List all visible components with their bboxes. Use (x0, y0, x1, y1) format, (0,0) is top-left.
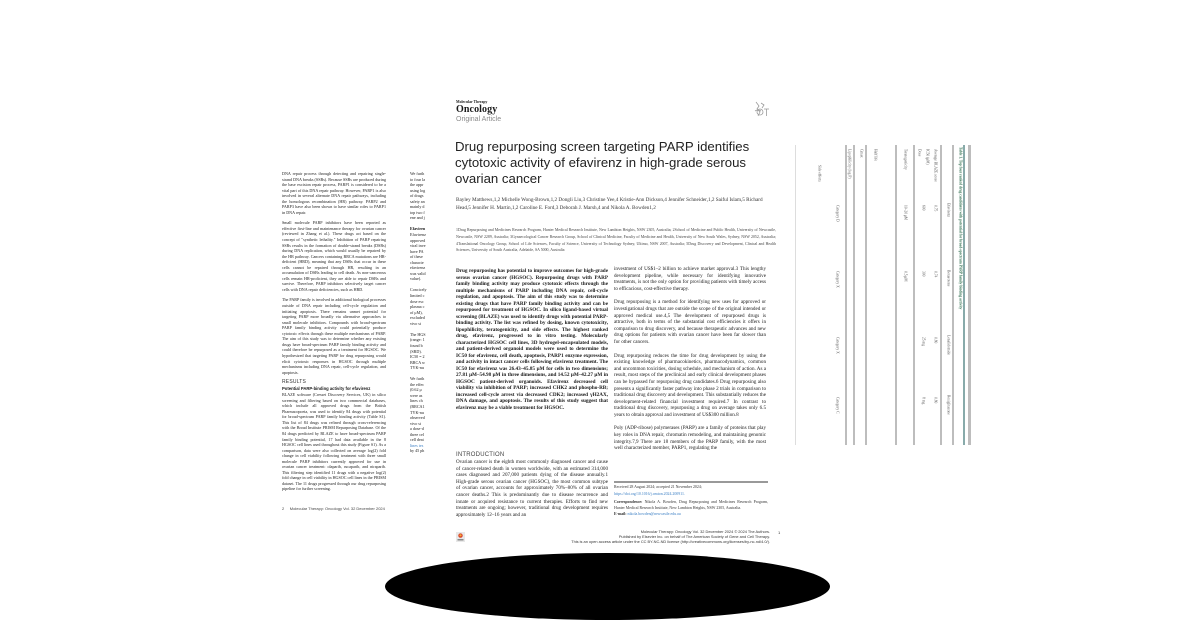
col2-line: to four la (410, 176, 426, 182)
col2-line: lines ch (410, 398, 423, 404)
col2-line: IC50 = 2 (410, 354, 425, 360)
table-cell: 10–20 μM (903, 205, 908, 221)
row-label: Average BLAZE score (933, 149, 938, 182)
body-paragraph: Drug repurposing is a method for identifying new uses for approved or investigational drugs that are outside the scope of the original intended or approved medical use.4,5 The development of repurposed drugs is attractive, both in terms of the substantial cost efficiencies it offers in comparison to drug discovery, and because therapeutic advances and new drug options for patients with ovarian cancer have been far slower than for other cancers. (614, 299, 766, 345)
col2-line: viral inve (410, 243, 426, 249)
col2-line: vivo st (410, 320, 422, 326)
col2-line: TYK-nu (410, 409, 424, 415)
col2-line: cell deat (410, 437, 424, 443)
body-paragraph: Drug repurposing reduces the time for drug development by using the existing knowledge of pharmacokinetics, pharmacodynamics, common and uncommon toxicities, dosing schedule, and mechanism of action. As a result, most steps of the preclinical and early clinical development phases can be bypassed for repurposing drug candidates.6 Drug repurposing also presents a significantly faster pathway into phase 2 trials in comparison to traditional drug discovery and development. This substantially reduces the development-related financial investment required.7 In contrast to traditional drug discovery, repurposing a drug on average takes only 6.5 years to obtain approval and investment of US$300 million.8 (614, 352, 766, 418)
introduction-body: Ovarian cancer is the eighth most commonly diagnosed cancer and cause of cancer-related death in women worldwide, with an estimated 314,000 cases diagnosed and 207,000 patients dying of the disease annually.1 High-grade serous ovarian cancer (HGSOC), the most common subtype of ovarian cancer, accounts for approximately 70%–80% of all ovarian cancer deaths.2 This is predominantly due to disease recurrence and innate or acquired resistance to current therapies. Efforts to find new treatments are ongoing; however, traditional drug development requires approximately 12–16 years and an (456, 459, 608, 518)
introduction-heading: INTRODUCTION (456, 452, 505, 458)
black-ellipse-overlay (385, 553, 830, 620)
col2-line: approved (410, 237, 426, 243)
table-rule (940, 145, 942, 445)
col2-line: limited c (410, 293, 425, 299)
table-cell: 0.80 (933, 397, 938, 404)
table-cell: 600 (921, 205, 926, 211)
footer-line: Published by Elsevier Inc. on behalf of The American Society of Gene and Cell Therapy. (618, 533, 770, 539)
col2-line: BRCA w (410, 359, 425, 365)
row-label: Lipophilicity (log P) (847, 149, 852, 179)
col2-line: found b (410, 342, 423, 348)
footnotes (614, 485, 768, 519)
table-rule (895, 145, 897, 445)
col2-line: were as (410, 392, 423, 398)
column-header: Efavirenz (946, 203, 951, 217)
column-header: Rosiglitazone (946, 395, 951, 415)
col2-line: characte (410, 259, 424, 265)
col2-line: (0.62 μ (410, 387, 422, 393)
article-title: Drug repurposing screen targeting PARP identifies cytotoxic activity of efavirenz in high-grade serous ovarian cancer (455, 139, 750, 186)
row-label: Half life (873, 149, 878, 162)
email-line (614, 512, 768, 518)
email-link[interactable]: nikola.bowden@newcastle.edu.au (627, 512, 681, 517)
col2-line: lines tes (410, 442, 424, 448)
elsevier-logo-icon (456, 529, 465, 539)
results-subheading: Potential PARP-binding activity for efavirenz (282, 386, 371, 392)
table-rule (853, 145, 855, 445)
col2-line: was valid (410, 270, 426, 276)
col2-line: the appr (410, 182, 424, 188)
table-cell: 0.74 (933, 271, 938, 278)
email-label: E-mail: (614, 512, 627, 517)
body-paragraph: Poly (ADP-ribose) polymerases (PARP) are a family of proteins that play key roles in DNA repair, chromatin remodeling, and maintaining genomic integrity.7,9 There are 18 members of the PARP family, with the most well characterized member, PARP1, regulating the (614, 425, 766, 452)
col2-line: plasma c (410, 304, 425, 310)
doi-link[interactable]: https://doi.org/10.1016/j.omton.2024.200911. (614, 491, 685, 496)
table-rule (913, 145, 915, 445)
col2-line: dose esc (410, 298, 424, 304)
col2-line: of μM), (410, 309, 423, 315)
col2-line: by 45 ph (410, 448, 425, 454)
col2-line: vivo st (410, 420, 422, 426)
results-paragraph: BLAZE software (Cresset Discovery Services, UK) in silico screening and filtering based on two commercial databases, which include all approved drugs from the British Pharmacopoeia, was used to identify 84 drugs with potential for broad-spectrum PARP family binding activity (Table S1). This list of 84 drugs was refined through cross-referencing with the Broad Institute PRISM Repurposing Database. Of the 84 drugs predicted by BLAZE to have broad-spectrum PARP family binding potential, 17 had data available in the 8 HGSOC cell lines used throughout this study (Figure S1). As a comparison, data were also collected on average log(2) fold change in cell viability following treatment with three small molecule PARP inhibitors currently approved for use in ovarian cancer treatment: olaparib, rucaparib, and niraparib. This filtering step identified 11 drugs with a negative log(2) fold change in cell viability in HGSOC cell lines in the PRISM dataset. The 11 drugs progressed through our drug repurposing pipeline for further screening. (282, 392, 386, 492)
table-cell: Category X (835, 271, 840, 288)
affiliations: 1Drug Repurposing and Medicines Research Program, Hunter Medical Research Institute, New Lambton Heights, NSW 2305, Australia; 2School of Medicine and Public Health, University of Newcastle, Newcastle, NSW 2289, Australia; 3Gynaecological Cancer Research Group, School of Clinical Medicine, Faculty of Medicine and Health, University of New South Wales, Sydney, NSW 2052, Australia; 4Translational Oncology Group, School of Life Sciences, Faculty of Science, University of Technology Sydney, Ultimo, NSW 2007, Australia; 5Drug Discovery and Development, Clinical and Health Sciences, University of South Australia, Adelaide, SA 5000, Australia (456, 228, 776, 253)
left-page-column-1 (282, 171, 386, 511)
col2-line: of drugs (410, 193, 424, 199)
footnote-divider (614, 481, 768, 483)
abstract: Drug repurposing has potential to improve outcomes for high-grade serous ovarian cancer (HGSOC). Repurposing drugs with PARP family binding activity may produce cytotoxic effects through the multiple mechanisms of PARP including DNA repair, cell-cycle regulation, and apoptosis. The aim of this study was to determine existing drugs that have PARP family binding activity and can be repurposed for treatment of HGSOC. In silico ligand-based virtual screening (BLAZE) was used to identify drugs with potential PARP-binding activity. The list was refined by dosing, known cytotoxicity, lipophilicity, teratogenicity, and side effects. The highest ranked drug, efavirenz, progressed to in vitro testing. Molecularly characterized HGSOC cell lines, 3D hydrogel-encapsulated models, and patient-derived organoid models were used to determine the IC50 for efavirenz, cell death, apoptosis, PARP1 enzyme expression, and activity in intact cancer cells following efavirenz treatment. The IC50 for efavirenz was 26.43–45.85 μM for cells in two dimensions; 27.81 μM–54.98 μM in three dimensions, and 14.52 μM–42.27 μM in HGSOC patient-derived organoids. Efavirenz decreased cell viability via inhibition of PARP; increased CHK2 and phospho-RB; increased cell-cycle arrest via decreased CDK2; increased γH2AX, DNA damage, and apoptosis. The results of this study suggest that efavirenz may be a viable treatment for HGSOC. (456, 268, 608, 411)
left-page-footer: 2 Molecular Therapy: Oncology Vol. 32 December 2024 (282, 505, 385, 511)
table-rule (952, 145, 954, 445)
col2-line: efavirenz (410, 265, 426, 271)
footer-license-line: This is an open access article under the CC BY-NC-ND license (http://creativecommons.org/licenses/by-nc-nd/4.0/). (571, 538, 770, 544)
journal-name-small: Molecular Therapy (456, 100, 488, 104)
col2-line: have PA (410, 248, 424, 254)
left-page-paragraph: Small molecule PARP inhibitors have been reported as effective first-line and maintenance therapy for ovarian cancer (reviewed in Zhang et al.). These drugs act based on the concept of "synthetic lethality." Inhibition of PARP repairing SSBs results in the formation of double-strand breaks (DSBs) during DNA replication, which would usually be repaired by the HR pathway. Cancers containing BRCA mutations are HR-deficient (HRD), meaning that any DSBs that occur in these cells cannot be repaired through HR, resulting in an accumulation of DSBs leading to cell death. As non-cancerous cells remain HR-proficient, they are able to repair DSBs and survive. Therefore, PARP inhibitors selectively target cancer cells with DNA repair deficiencies, such as HRD. (282, 220, 386, 292)
received-dates: Received 28 August 2024; accepted 21 November 2024; (614, 485, 702, 489)
col2-line: observed (410, 415, 425, 421)
col2-line: three cel (410, 431, 424, 437)
rotated-table-page (795, 145, 973, 445)
col2-line: We furth (410, 171, 425, 176)
page-footer (470, 530, 770, 545)
col2-line: (range: 1 (410, 337, 425, 343)
results-heading: RESULTS (282, 379, 307, 386)
col2-line: safety an (410, 198, 425, 204)
table-cell: 25 mg (921, 337, 926, 347)
col2-line: top two f (410, 209, 425, 215)
table-rule (963, 145, 965, 445)
page-number: 1 (778, 530, 781, 535)
footer-line: Molecular Therapy: Oncology Vol. 32 December 2024 © 2024 The Authors. (640, 529, 770, 534)
col2-line: The HGS (410, 331, 426, 337)
col2-line: mainly d (410, 204, 425, 210)
row-label: Teratogenicity (903, 149, 908, 170)
table-rule (968, 145, 971, 445)
col2-line: We furth (410, 376, 425, 382)
col2-line: ene and j (410, 215, 425, 221)
correspondence-text: Nikola A. Bowden, Drug Repurposing and Medicines Research Program, Hunter Medical Research Institute, New Lambton Heights, NSW 2305, Australia. (614, 500, 768, 510)
table-cell: 0.75 (933, 205, 938, 212)
table-cell: 0.5 μM (903, 271, 908, 282)
table-cell: 300 (921, 271, 926, 277)
left-page-column-2 (410, 171, 444, 454)
col2-line: of these (410, 254, 423, 260)
asgct-logo-icon (752, 100, 774, 118)
col2-line: value). (410, 276, 422, 282)
table-title: Table 1. Top four ranked drug candidates with potential for broad-spectrum PARP family binding activity (958, 147, 963, 310)
correspondence (614, 500, 768, 511)
article-type-label: Original Article (456, 116, 502, 123)
correspondence-label: Correspondence: (614, 500, 643, 505)
table-rule (795, 145, 796, 445)
row-label: Cmax (859, 149, 864, 158)
table-cell: 8 mg (921, 397, 926, 405)
table-cell: 0.80 (933, 337, 938, 344)
col2-line: Concicely (410, 287, 427, 293)
table-rule (845, 145, 847, 445)
row-label: Dose (917, 149, 922, 157)
table-cell: Category D (835, 205, 840, 222)
left-page-paragraph: DNA repair process through detecting and repairing single-strand DNA breaks (SSBs). Because SSBs are produced during the base excision repair process, PARP1 is considered to be a vital part of this DNA repair pathway. However, PARP1 is also involved in several alternate DNA repair pathways, including the homologous recombination (HR) pathway. PARP2 and PARP3 have also been shown to have similar roles to PARP1 in DNA repair. (282, 171, 386, 215)
table-cell: Category C (835, 397, 840, 414)
author-list: Bayley Matthews,1,2 Michelle Wong-Brown,1,2 Dongli Liu,3 Christine Yee,4 Kristie-Ann Dickson,4 Jennifer Schneider,1,2 Saiful Islam,5 Richard Head,5 Jennifer H. Martin,1,2 Caroline E. Ford,3 Deborah J. Marsh,4 and Nikola A. Bowden1,2 (456, 197, 763, 211)
col2-line: Efavirenz (410, 232, 426, 238)
row-label: Side effects (817, 165, 822, 182)
col2-line: using log (410, 187, 426, 193)
left-page-paragraph: The PARP family is involved in additional biological processes outside of DNA repair including cell-cycle regulation and initiating apoptosis. There remains unmet potential for targeting PARP more broadly via alternative approaches to small molecule inhibitors. Compounds with broad-spectrum PARP family binding activity could potentially produce cytotoxic effects through these multiple mechanisms of PARP. The aim of this study was to determine whether any existing drugs have broad-spectrum PARP family binding activity and could therefore be repurposed as a treatment for HGSOC. We hypothesized that targeting PARP for drug repurposing would elicit cytotoxic responses in HGSOC through multiple mechanisms including DNA repair, cell-cycle regulation, and apoptosis. (282, 297, 386, 375)
column-header: Bexarotene (946, 270, 951, 287)
body-paragraph: investment of US$1–2 billion to achieve market approval.3 This lengthy development pipeline, while necessary for identifying innovative treatments, is not the only option for providing patients with timely access to efficacious, cost-effective therapy. (614, 266, 766, 292)
col2-line: Efaviren (410, 226, 426, 232)
journal-name: Oncology (456, 104, 498, 115)
col2-line: excluded (410, 315, 425, 321)
column-header: Lenalidomide (946, 335, 951, 355)
right-column (614, 266, 766, 459)
col2-line: the effec (410, 381, 425, 387)
col2-line: a dose-d (410, 426, 424, 432)
table-cell: Category X (835, 337, 840, 354)
table-rule (865, 145, 867, 445)
col2-line: (SRD). (410, 348, 422, 354)
col2-line: TYK-nu (410, 365, 424, 371)
row-label: IC50 (μM) (925, 149, 930, 165)
col2-line: (BRCA1 (410, 403, 425, 409)
